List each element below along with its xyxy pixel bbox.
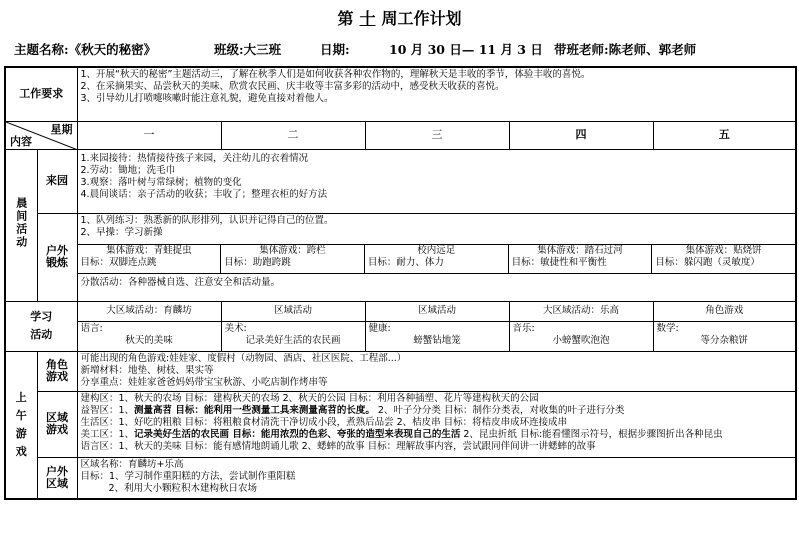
game-tue: 集体游戏：跨栏 目标：助跑跨跳	[220, 245, 364, 273]
outdoor-area-row	[5, 457, 796, 499]
header-diagonal-cell	[5, 121, 77, 149]
subject-thu: 音乐: 小螃蟹吹泡泡	[509, 321, 653, 351]
content-header-label: 内容	[10, 134, 32, 148]
learning-area-wed: 区域活动	[365, 301, 509, 321]
outdoor-area-content: 区域名称：育麟坊+乐高 目标：1、学习制作重阳糕的方法，尝试制作重阳糕 2、利用大小颗粒积木建构秋日农场	[77, 457, 796, 499]
area-life: 生活区：1、好吃的粗粮 目标：将粗粮食材清洗干净切成小段，煮熟后品尝 2、桔皮串 目标：将桔皮串成环连接成串	[80, 416, 568, 428]
role-play-content: 可能出现的角色游戏:娃娃家、度假村（动物园、酒店、社区医院、工程部...） 新増材料：地垫、树枝、果实等 分享重点：娃娃家爸爸妈妈带宝宝秋游、小吃店制作烤串等	[77, 351, 796, 391]
day-fri: 五	[653, 121, 796, 149]
learning-label: 学习活动	[5, 301, 77, 351]
requirements-row	[5, 67, 796, 121]
area-games-content	[77, 391, 796, 457]
day-wed: 三	[365, 121, 509, 149]
learning-area-tue: 区域活动	[221, 301, 365, 321]
day-tue: 二	[221, 121, 365, 149]
subject-tue: 美术: 记录美好生活的农民画	[221, 321, 365, 351]
subject-wed: 健康: 螃蟹钻地笼	[365, 321, 509, 351]
learning-area-thu: 大区域活动：乐高	[509, 301, 653, 321]
page-title: 第 十 周工作计划	[337, 9, 462, 28]
learning-areas-row	[5, 301, 796, 321]
day-thu: 四	[509, 121, 653, 149]
outdoor-games	[78, 244, 796, 274]
morning-games-label: 上午游戏	[5, 351, 37, 499]
learning-subjects-row	[5, 321, 796, 351]
day-mon: 一	[77, 121, 221, 149]
date-range: 10 月 30 日— 11 月 3 日	[389, 42, 543, 57]
header-row	[5, 121, 796, 149]
free-activity: 分散活动：各种器械自选、注意安全和活动量。	[80, 276, 281, 288]
game-mon: 集体游戏：青蛙捉虫 目标：双脚连点跳	[80, 244, 192, 268]
outdoor-area-label: 户外区域	[37, 457, 77, 499]
weekly-plan-table	[4, 66, 797, 500]
learning-area-fri: 角色游戏	[653, 301, 796, 321]
learning-area-mon: 大区域活动：育麟坊	[77, 301, 221, 321]
requirements-content: 1、开展“秋天的秘密”主题活动三，了解在秋季人们是如何收获各种农作物的，理解秋天是丰收的季节，体验丰收的喜悦。 2、在采摘果实、品尝秋天的美味、欣赏农民画、庆丰收等丰富多彩的活动中，感受秋天收获的喜悦。 3、引导幼儿打喷嚏咳嗽时能注意礼貌，避免直接对着他人。	[77, 67, 796, 121]
subject-fri: 数学: 等分杂粮饼	[653, 321, 796, 351]
role-play-row	[5, 351, 796, 391]
arrival-label: 来园	[37, 149, 77, 213]
morning-label: 晨间活动	[5, 149, 37, 301]
info-bar	[14, 40, 794, 60]
game-fri: 集体游戏：贴烧饼 目标：躲闪跑（灵敏度）	[651, 245, 795, 273]
subject-mon: 语言: 秋天的美味	[77, 321, 221, 351]
area-games-label: 区域游戏	[37, 391, 77, 457]
game-wed: 校内远足 目标：耐力、体力	[364, 245, 508, 273]
week-number: 十	[359, 9, 376, 28]
theme-info: 主题名称:《秋天的秘密》	[14, 42, 157, 57]
outdoor-exercise-content: 1、队列练习：熟悉新的队形排列，认识并记得自己的位置。 2、早操：学习新操 集体游戏：青蛙捉虫 目标：双脚连点跳 集体游戏：跨栏 目标：助跑跨跳 校内远足 目标：耐力、体力 集体游戏：踏石过河 目标：敏捷性和平衡性 集体游戏：贴烧饼 目标：躲闪跑（灵敏度） 分散活动：各种器械自选、注意安全和活动量。	[77, 213, 796, 301]
morning-outdoor-row	[5, 213, 796, 301]
area-construction: 建构区：1、秋天的农场 目标：建构秋天的农场 2、秋天的公园 目标：利用各种插塑、花片等建构秋天的公园	[80, 392, 539, 404]
teacher-info: 带班老师:陈老师、郭老师	[554, 42, 697, 57]
game-thu: 集体游戏：踏石过河 目标：敏捷性和平衡性	[508, 245, 652, 273]
outdoor-exercise-label: 户外锻炼	[37, 213, 77, 301]
area-language: 语言区：1、秋天的美味 目标：能有感情地朗诵儿歌 2、蟋蟀的故事 目标：理解故事内容，尝试跟同伴间讲一讲蟋蟀的故事	[80, 440, 596, 452]
date-label: 日期:	[320, 42, 350, 57]
week-header-label: 星期	[50, 122, 73, 136]
requirements-label: 工作要求	[5, 67, 77, 121]
role-play-label: 角色游戏	[37, 351, 77, 391]
morning-arrival-row	[5, 149, 796, 213]
area-games-row	[5, 391, 796, 457]
class-info: 班级:大三班	[214, 42, 282, 57]
arrival-content: 1.来园接待：热情接待孩子来园，关注幼儿的衣着情况 2.劳动：锄地；洗毛巾 3.观察：落叶树与常绿树；植物的变化 4.晨间谈话：亲子活动的收获；丰收了；整理衣柜的好方法	[77, 149, 796, 213]
area-art: 美工区：1、记录美好生活的农民画 目标：能用浓烈的色彩、夸张的造型来表现自己的生活 2、昆虫折纸 目标:能看懂图示符号，根据步骤图折出各种昆虫	[80, 428, 723, 440]
area-puzzle: 益智区：1、测量高苕 目标：能利用一些测量工具来测量高苕的长度。 2、叶子分分类 目标：制作分类表，对收集的叶子进行分类	[80, 404, 625, 416]
